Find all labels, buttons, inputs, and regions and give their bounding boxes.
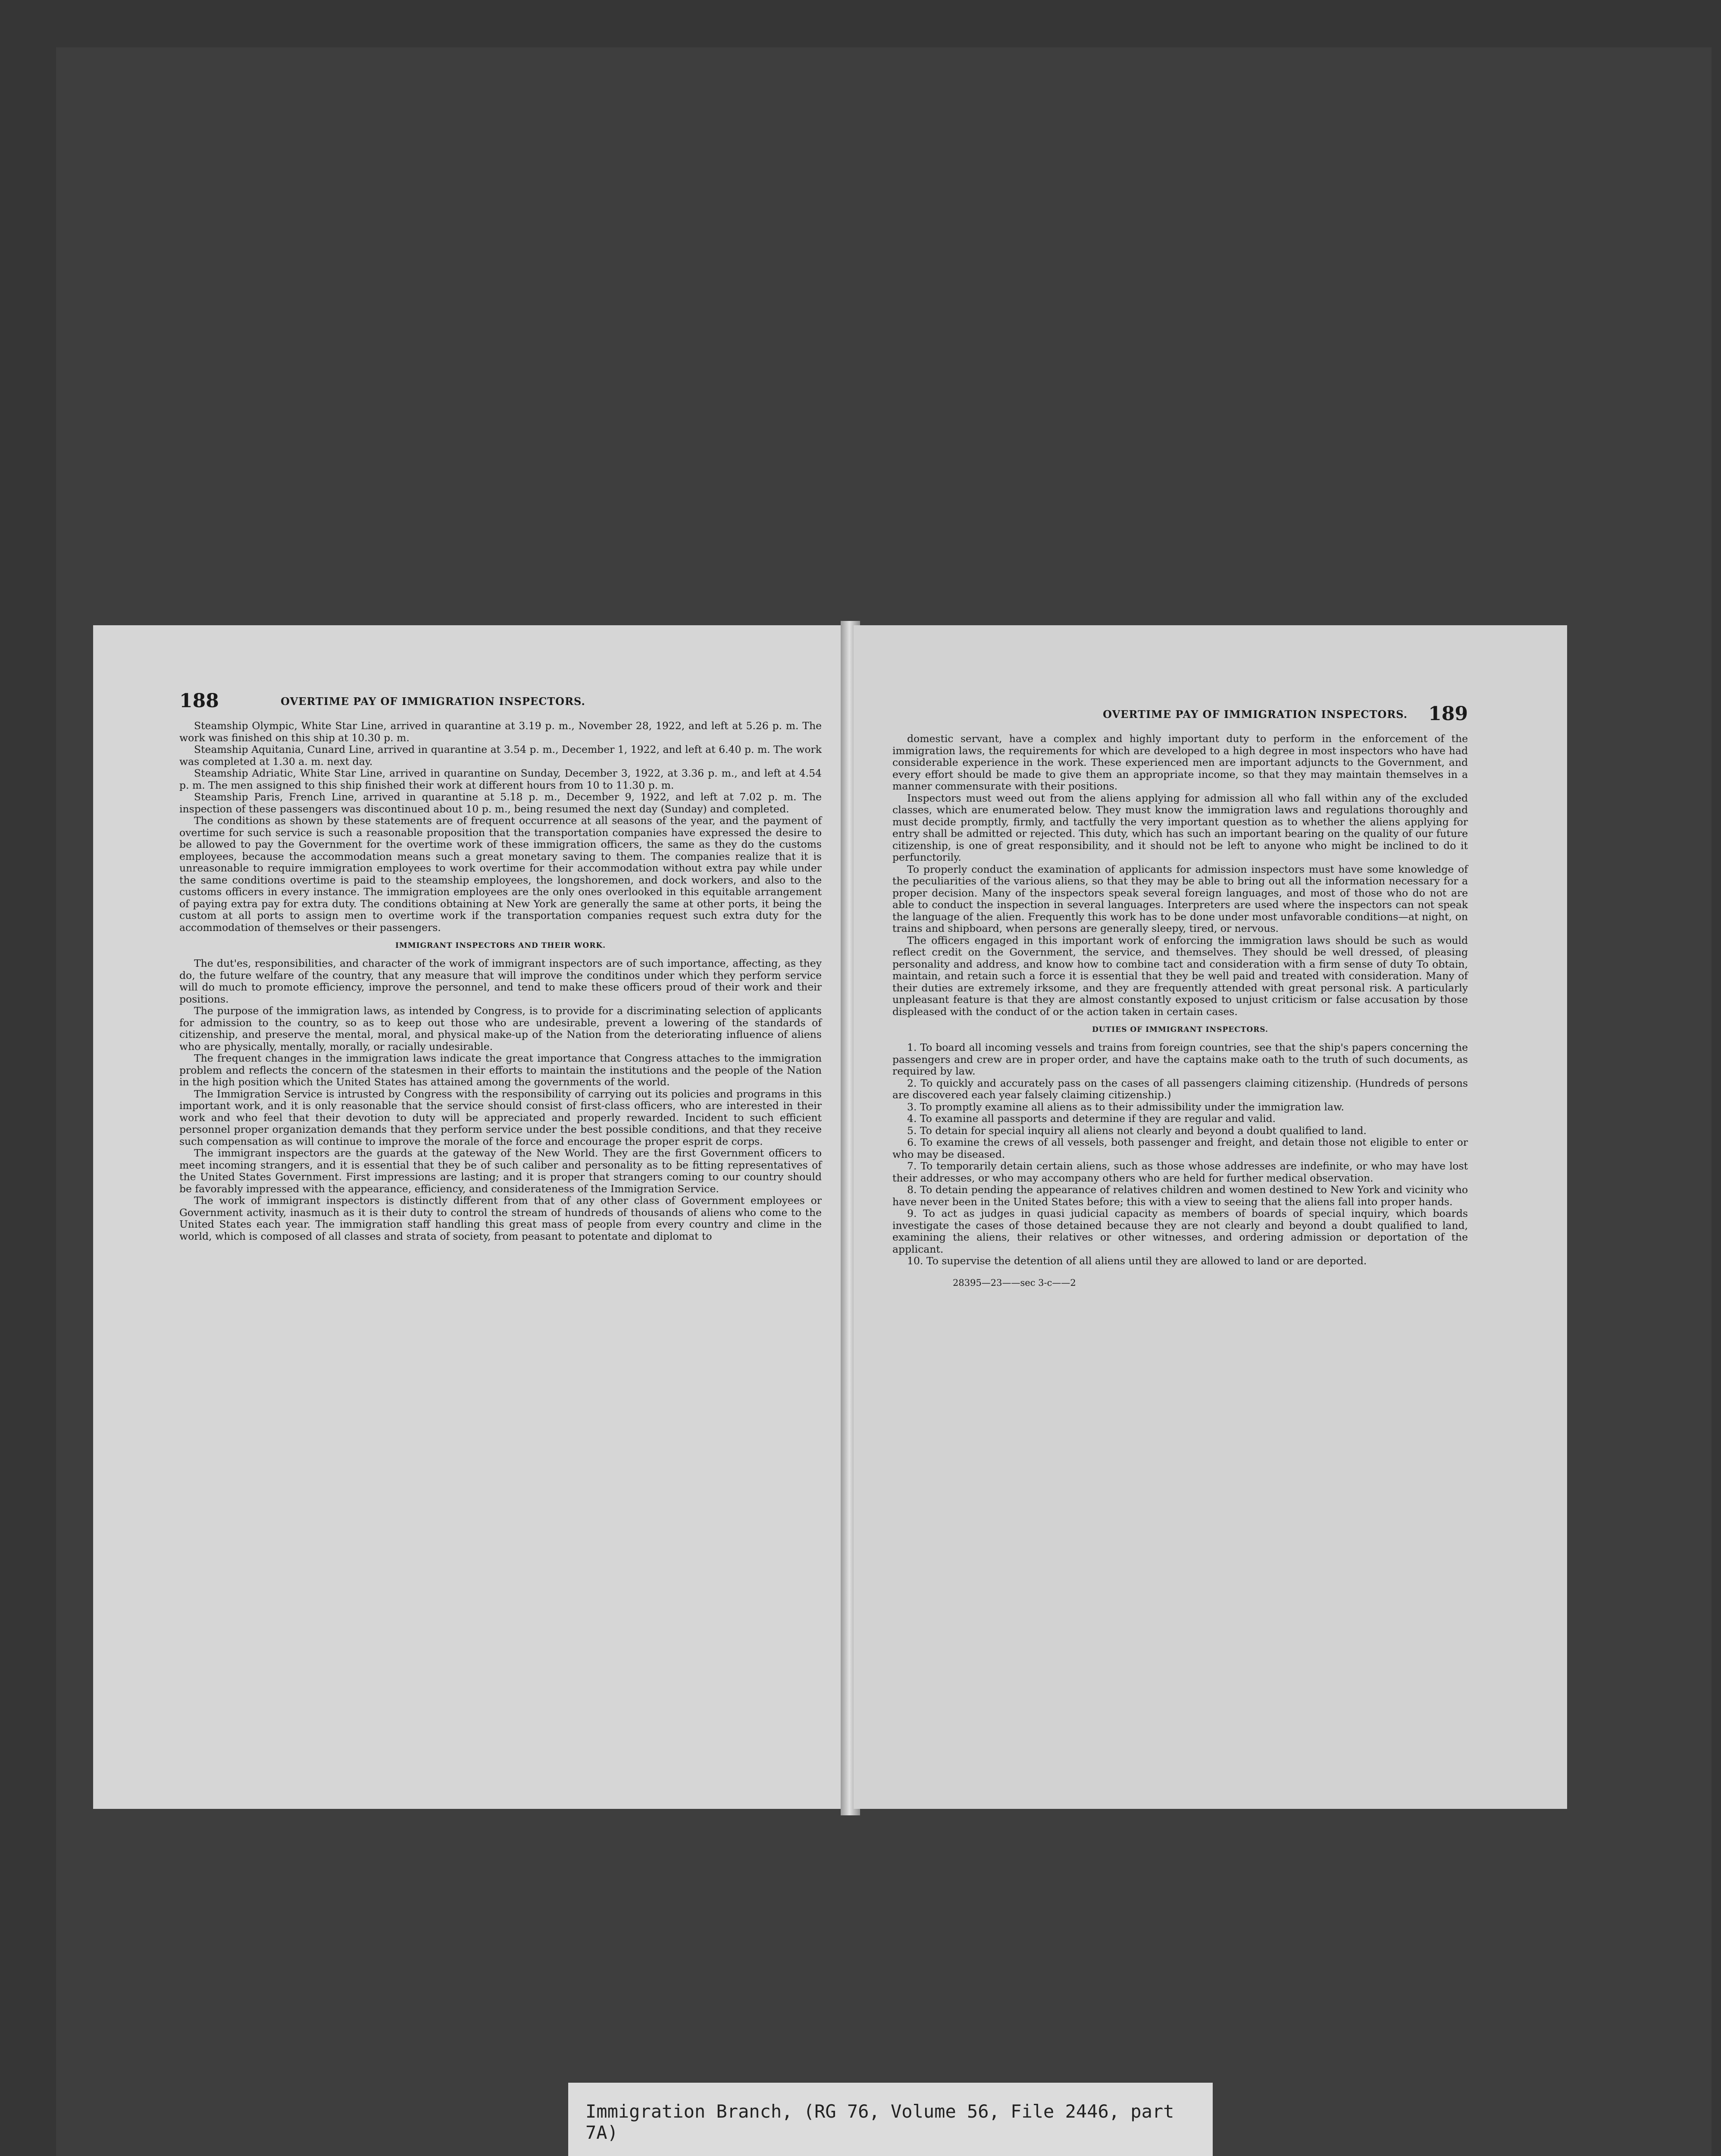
left-section-heading: IMMIGRANT INSPECTORS AND THEIR WORK. [395,941,606,950]
left-page-number: 188 [179,690,219,712]
duty-item: 6. To examine the crews of all vessels, both passenger and freight, and detain those not eligible to enter or who may be diseased. [892,1136,1468,1160]
left-paragraph: The work of immigrant inspectors is distinctly different from that of any other class of Government employees or Government activity, inasmuch as it is their duty to control the stream of hundreds of thousands of aliens who come to the United States each year. The immigration staff handling this great mass of people from every country and clime in the world, which is composed of all classes and strata of society, from peasant to potentate and diplomat to [179,1194,822,1242]
right-page-header [892,703,1468,733]
duty-item: 2. To quickly and accurately pass on the cases of all passengers claiming citizenship. (Hundreds of persons are discovered each year falsely claiming citizenship.) [892,1077,1468,1101]
right-paragraph: Inspectors must weed out from the aliens applying for admission all who fall within any of the excluded classes, which are enumerated below. They must know the immigration laws and regulations thoroughly and must decide promptly, firmly, and tactfully the very important question as to whether the aliens applying for entry shall be admitted or rejected. This duty, which has such an important bearing on the quality of our future citizenship, is one of great responsibility, and it should not be left to anyone who might be inclined to do it perfunctorily. [892,792,1468,863]
left-paragraph: Steamship Adriatic, White Star Line, arrived in quarantine on Sunday, December 3, 1922, at 3.36 p. m., and left at 4.54 p. m. The men assigned to this ship finished their work at different hours from 10 to 11.30 p. m. [179,767,822,791]
left-paragraph: The frequent changes in the immigration laws indicate the great importance that Congress attaches to the immigration problem and reflects the concern of the statesmen in their efforts to maintain the institutions and the people of the Nation in the high position which the United States has attained among the governments of the world. [179,1052,822,1088]
right-paragraph: domestic servant, have a complex and highly important duty to perform in the enforcement of the immigration laws, the requirements for which are developed to a high degree in most inspectors who have had considerable experience in the work. These experienced men are important adjuncts to the Government, and every effort should be made to give them an appropriate income, so that they may maintain themselves in a manner commensurate with their positions. [892,733,1468,792]
right-paragraph: The officers engaged in this important work of enforcing the immigration laws should be such as would reflect credit on the Government, the service, and themselves. They should be well dressed, of pleasing personality and address, and know how to combine tact and consideration with a firm sense of duty To obtain, maintain, and retain such a force it is essential that they be well paid and treated with consideration. Many of their duties are extremely irksome, and they are frequently attended with great personal risk. A particularly unpleasant feature is that they are almost constantly exposed to unjust criticism or false accusation by those displeased with the conduct of or the action taken in certain cases. [892,934,1468,1018]
left-page [93,625,852,1809]
duty-item: 9. To act as judges in quasi judicial capacity as members of boards of special inquiry, which boards investigate the cases of those detained because they are not clearly and beyond a doubt qualified to land, examining the aliens, their relatives or other witnesses, and ordering admission or deportation of the applicant. [892,1207,1468,1255]
right-section-heading: DUTIES OF IMMIGRANT INSPECTORS. [1092,1025,1268,1034]
left-paragraph: The conditions as shown by these statements are of frequent occurrence at all seasons of the year, and the payment of overtime for such service is such a reasonable proposition that the transportation companies have expressed the desire to be allowed to pay the Government for the overtime work of these immigration officers, the same as they do the customs employees, because the accommodation means such a great monetary saving to them. The companies realize that it is unreasonable to require immigration employees to work overtime for their accommodation without extra pay while under the same conditions overtime is paid to the steamship employees, the longshoremen, and dock workers, and also to the customs officers in every instance. The immigration employees are the only ones overlooked in this equitable arrangement of paying extra pay for extra duty. The conditions obtaining at New York are generally the same at other ports, it being the custom at all ports to assign men to overtime work if the transportation companies request such extra duty for the accommodation of themselves or their passengers. [179,815,822,934]
left-page-header [179,690,822,720]
left-paragraph: The immigrant inspectors are the guards at the gateway of the New World. They are the first Government officers to meet incoming strangers, and it is essential that they be of such caliber and personality as to be fitting representatives of the United States Government. First impressions are lasting; and it is proper that strangers coming to our country should be favorably impressed with the appearance, efficiency, and considerateness of the Immigration Service. [179,1147,822,1195]
left-paragraph: The Immigration Service is intrusted by Congress with the responsibility of carrying out its policies and programs in this important work, and it is only reasonable that the service should consist of first-class officers, who are interested in their work and who feel that their devotion to duty will be appreciated and properly rewarded. Incident to such efficient personnel proper organization demands that they perform service under the best possible conditions, and that they receive such compensation as will continue to improve the morale of the force and encourage the proper esprit de corps. [179,1087,822,1147]
left-running-head: OVERTIME PAY OF IMMIGRATION INSPECTORS. [281,695,585,708]
duty-item: 4. To examine all passports and determine if they are regular and valid. [907,1112,1276,1125]
left-paragraph: Steamship Aquitania, Cunard Line, arrived in quarantine at 3.54 p. m., December 1, 1922, and left at 6.40 p. m. The work was completed at 1.30 a. m. next day. [179,743,822,768]
duty-item: 1. To board all incoming vessels and trains from foreign countries, see that the ship's papers concerning the passengers and crew are in proper order, and have the captains make oath to the truth of such documents, as required by law. [892,1041,1468,1077]
right-running-head: OVERTIME PAY OF IMMIGRATION INSPECTORS. [1103,708,1408,721]
duty-item: 5. To detain for special inquiry all aliens not clearly and beyond a doubt qualified to land. [907,1124,1367,1137]
left-paragraph: Steamship Olympic, White Star Line, arrived in quarantine at 3.19 p. m., November 28, 1922, and left at 5.26 p. m. The work was finished on this ship at 10.30 p. m. [179,720,822,744]
duty-item: 7. To temporarily detain certain aliens, such as those whose addresses are indefinite, or who may have lost their addresses, or who may accompany others who are held for further medical observation. [892,1160,1468,1184]
left-paragraph: The purpose of the immigration laws, as intended by Congress, is to provide for a discriminating selection of applicants for admission to the country, so as to keep out those who are undesirable, prevent a lowering of the standards of citizenship, and preserve the mental, moral, and physical make-up of the Nation from the deteriorating influence of aliens who are physically, mentally, morally, or racially undesirable. [179,1005,822,1053]
right-page-number: 189 [1428,703,1468,725]
left-paragraph: Steamship Paris, French Line, arrived in quarantine at 5.18 p. m., December 9, 1922, and left at 7.02 p. m. The inspection of these passengers was discontinued about 10 p. m., being resumed the next day (Sunday) and completed. [179,791,822,815]
duty-item: 3. To promptly examine all aliens as to their admissibility under the immigration law. [907,1100,1344,1113]
right-paragraph: To properly conduct the examination of applicants for admission inspectors must have some knowledge of the peculiarities of the various aliens, so that they may be able to bring out all the information necessary for a proper decision. Many of the inspectors speak several foreign languages, and most of those who do not are able to conduct the inspection in several languages. Interpreters are used where the inspectors can not speak the language of the alien. Frequently this work has to be done under most unfavorable conditions—at night, on trains and shipboard, when persons are generally sleepy, tired, or nervous. [892,863,1468,934]
printer-code: 28395—23——sec 3-c——2 [953,1277,1076,1288]
duty-item: 8. To detain pending the appearance of relatives children and women destined to New York and vicinity who have never been in the United States before; this with a view to seeing that the aliens fall into proper hands. [892,1184,1468,1208]
right-page [854,625,1567,1809]
reference-label: Immigration Branch, (RG 76, Volume 56, File 2446, part 7A) [568,2083,1213,2156]
duty-item: 10. To supervise the detention of all aliens until they are allowed to land or are deported. [907,1255,1367,1267]
left-paragraph: The dut'es, responsibilities, and character of the work of immigrant inspectors are of such importance, affecting, as they do, the future welfare of the country, that any measure that will improve the conditinos under which they perform service will do much to promote efficiency, improve the personnel, and tend to make these officers proud of their work and their positions. [179,957,822,1005]
